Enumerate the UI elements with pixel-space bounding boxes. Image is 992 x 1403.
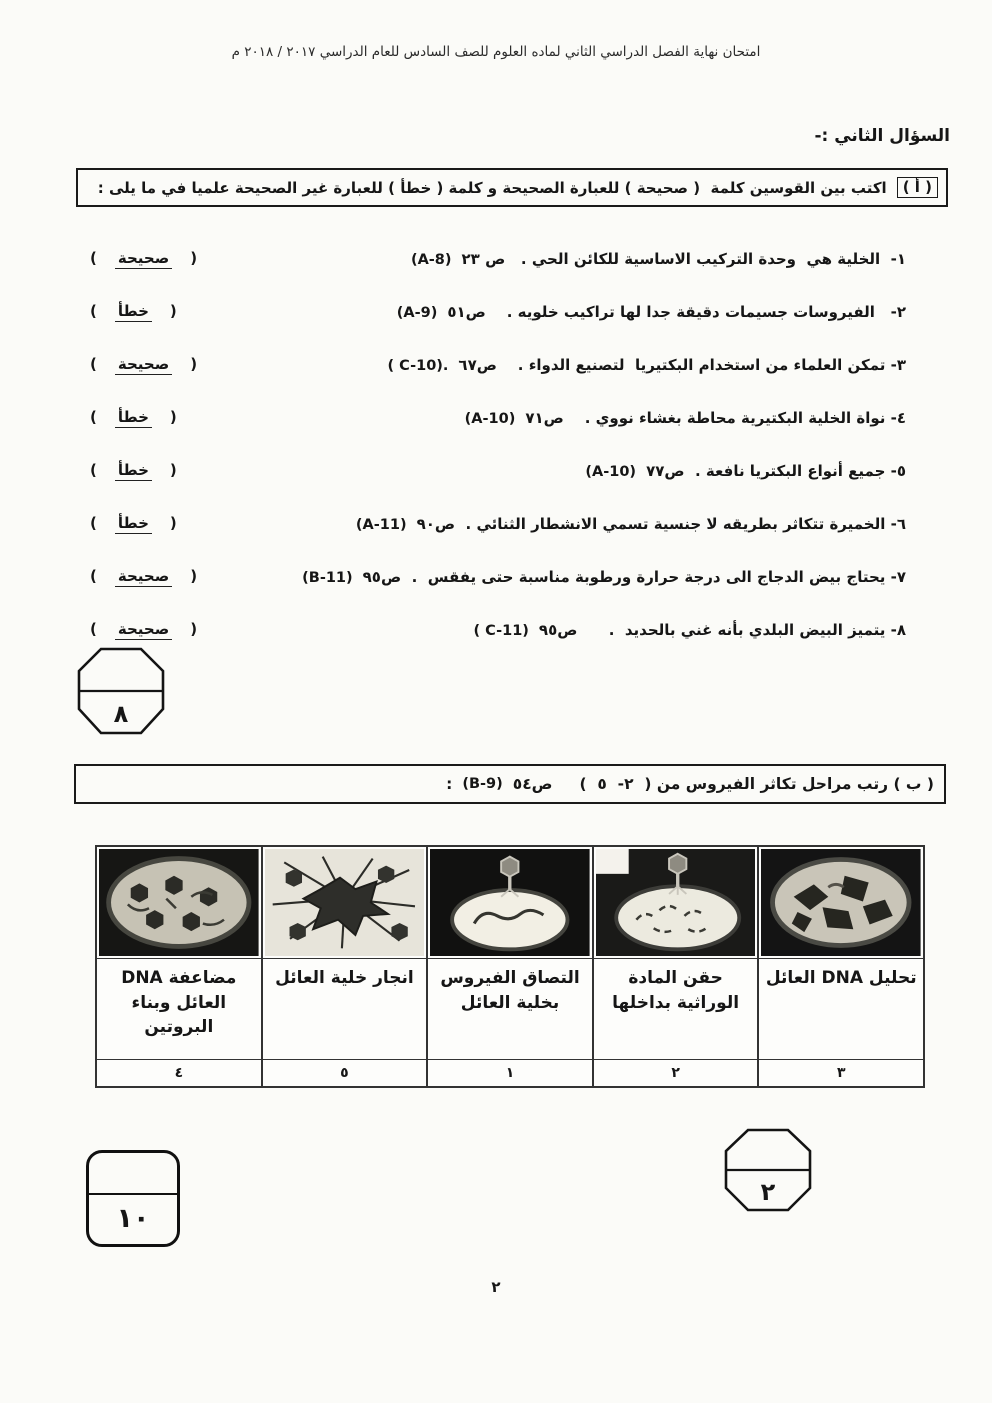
statement-text: ٥- جميع أنواع البكتريا نافعة . ص٧٧	[646, 461, 906, 480]
virus-stages-table	[95, 845, 925, 1088]
statement-ref: ( C-10).	[387, 357, 449, 374]
open-paren: (	[90, 248, 97, 267]
stage-order: ٤	[174, 1065, 184, 1081]
stage-column-replication	[97, 847, 261, 1086]
statement-text: ٨- يتميز البيض البلدي بأنه غني بالحديد . ص٩٥	[538, 620, 906, 639]
statement-ref: (A-10)	[585, 463, 637, 480]
answer-word: خطأ	[115, 514, 152, 534]
part-b-score-box	[723, 1127, 813, 1213]
stage-image-injection	[594, 847, 758, 959]
statement-text: ٣- تمكن العلماء من استخدام البكتيريا لتصنيع الدواء . ص٦٧	[458, 355, 906, 374]
statement-ref: (A-9)	[396, 304, 438, 321]
answer-word: صحيحة	[115, 567, 172, 587]
true-false-items	[90, 232, 906, 656]
stage-image-dna-breakdown	[759, 847, 923, 959]
stage-order: ٥	[340, 1065, 349, 1081]
stage-label: حقن المادة الوراثية بداخلها	[594, 959, 758, 1060]
part-b-instruction-box	[74, 764, 946, 804]
stage-image-cell-burst	[263, 847, 427, 959]
open-paren: (	[90, 407, 97, 426]
stage-label: التصاق الفيروس بخلية العائل	[428, 959, 592, 1060]
total-score-box	[86, 1150, 180, 1247]
open-paren: (	[90, 513, 97, 532]
stage-order: ١	[505, 1065, 515, 1081]
answer-slot	[90, 567, 197, 587]
answer-word: صحيحة	[115, 249, 172, 269]
open-paren: (	[90, 619, 97, 638]
stage-column-injection	[592, 847, 758, 1086]
answer-slot	[90, 461, 177, 481]
close-paren: )	[190, 619, 198, 638]
stage-label: مضاعفة DNA العائل وبناء البروتين	[97, 959, 261, 1060]
exam-header: امتحان نهاية الفصل الدراسي الثاني لماده العلوم للصف السادس للعام الدراسي ٢٠١٧ / ٢٠١٨ م	[231, 44, 761, 60]
question-title: السؤال الثاني :-	[814, 126, 950, 146]
answer-slot	[90, 249, 197, 269]
open-paren: (	[90, 566, 97, 585]
stage-column-burst	[261, 847, 427, 1086]
statement-text: ٦- الخميرة تتكاثر بطريقه لا جنسية تسمي الانشطار الثنائي . ص٩٠	[416, 514, 906, 533]
part-b-colon: :	[446, 775, 453, 793]
open-paren: (	[90, 460, 97, 479]
stage-column-lysis	[757, 847, 923, 1086]
close-paren: )	[169, 407, 177, 426]
page-number: ٢	[491, 1278, 501, 1296]
answer-slot	[90, 620, 197, 640]
answer-slot	[90, 514, 177, 534]
part-a-instruction-box	[76, 168, 948, 207]
close-paren: )	[169, 460, 177, 479]
statement-row-4	[90, 391, 906, 444]
part-b-ref: (B-9)	[462, 776, 503, 792]
close-paren: )	[169, 301, 177, 320]
open-paren: (	[90, 354, 97, 373]
statement-text: ٤- نواة الخلية البكتيرية محاطة بغشاء نووي . ص٧١	[525, 408, 906, 427]
statement-text: ٧- يحتاج بيض الدجاج الى درجة حرارة ورطوبة مناسبة حتى يفقس . ص٩٥	[362, 567, 906, 586]
open-paren: (	[90, 301, 97, 320]
answer-word: خطأ	[115, 408, 152, 428]
stage-label: تحليل DNA العائل	[759, 959, 923, 1060]
statement-row-1	[90, 232, 906, 285]
part-a-score-box	[76, 646, 166, 736]
answer-word: خطأ	[115, 461, 152, 481]
total-score: ١٠	[116, 1203, 150, 1235]
part-a-instruction: اكتب بين القوسين كلمة ( صحيحة ) للعبارة الصحيحة و كلمة ( خطأ ) للعبارة غير الصحيحة علميا في ما يلى :	[97, 178, 887, 197]
close-paren: )	[190, 248, 198, 267]
stage-label: انجار خلية العائل	[263, 959, 427, 1060]
answer-word: صحيحة	[115, 620, 172, 640]
statement-row-6	[90, 497, 906, 550]
answer-word: صحيحة	[115, 355, 172, 375]
close-paren: )	[169, 513, 177, 532]
part-a-label: ( أ )	[897, 177, 938, 198]
statement-row-7	[90, 550, 906, 603]
stage-image-dna-replication	[97, 847, 261, 959]
statement-text: ٢- الفيروسات جسيمات دقيقة جدا لها تراكيب خلويه . ص٥١	[447, 302, 906, 321]
part-a-score: ٨	[113, 699, 129, 728]
answer-slot	[90, 355, 197, 375]
statement-ref: (A-10)	[464, 410, 516, 427]
statement-row-3	[90, 338, 906, 391]
statement-row-8	[90, 603, 906, 656]
answer-slot	[90, 408, 177, 428]
statement-ref: (A-11)	[355, 516, 407, 533]
stage-image-attachment	[428, 847, 592, 959]
answer-word: خطأ	[115, 302, 152, 322]
stage-column-attachment	[426, 847, 592, 1086]
statement-row-2	[90, 285, 906, 338]
close-paren: )	[190, 354, 198, 373]
stage-order: ٣	[836, 1065, 846, 1081]
statement-ref: ( C-11)	[473, 622, 529, 639]
part-b-instruction: ( ب ) رتب مراحل تكاثر الفيروس من ( ٢- ٥ ) ص٥٤	[512, 775, 934, 793]
close-paren: )	[190, 566, 198, 585]
statement-row-5	[90, 444, 906, 497]
stage-order: ٢	[671, 1065, 680, 1081]
statement-text: ١- الخلية هي وحدة التركيب الاساسية للكائن الحي . ص ٢٣	[461, 249, 906, 268]
statement-ref: (A-8)	[410, 251, 452, 268]
part-b-score: ٢	[760, 1177, 776, 1206]
answer-slot	[90, 302, 177, 322]
statement-ref: (B-11)	[302, 569, 353, 586]
